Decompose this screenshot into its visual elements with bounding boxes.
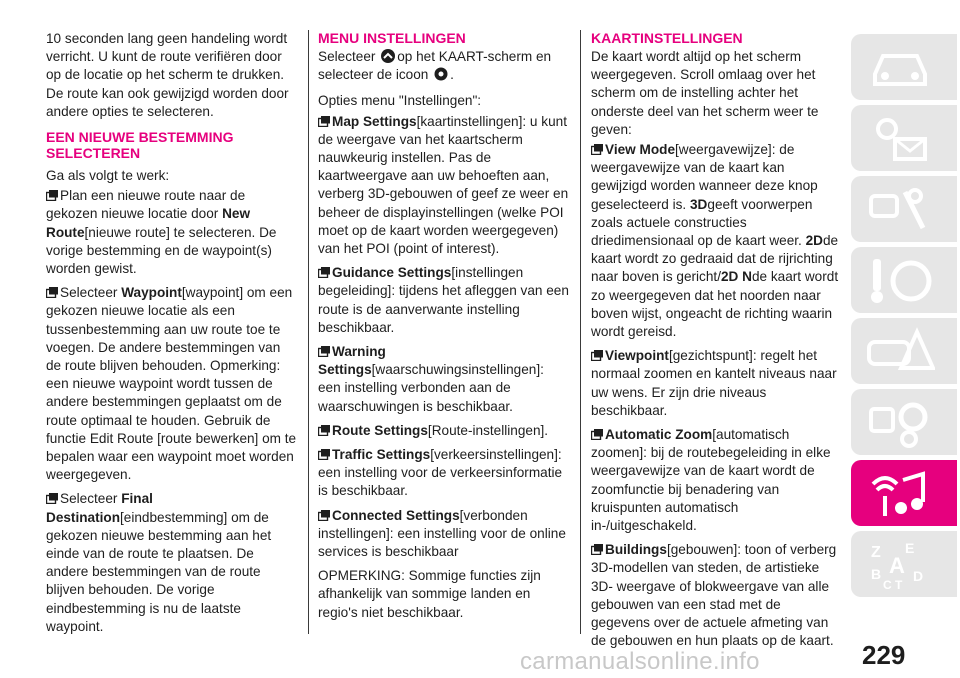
list-item: Traffic Settings[verkeersinstellingen]: een instelling voor de verkeersinformatie is beschikbaar. bbox=[318, 447, 563, 499]
list-item: Connected Settings[verbonden instellingen]: een instelling voor de online services is beschikbaar bbox=[318, 507, 566, 560]
bullet-icon bbox=[591, 429, 603, 440]
column-3 bbox=[591, 30, 839, 657]
svg-text:C T: C T bbox=[883, 578, 903, 591]
intro-paragraph: De kaart wordt altijd op het scherm weergegeven. Scroll omlaag over het scherm om de instelling achter het onderste deel van het scherm weer te geven: bbox=[591, 49, 819, 137]
svg-text:A: A bbox=[889, 553, 905, 578]
svg-text:D: D bbox=[913, 568, 924, 584]
tab-key-steering[interactable] bbox=[851, 247, 957, 313]
bullet-icon bbox=[318, 510, 330, 521]
bullet-icon bbox=[46, 287, 58, 298]
bullet-icon bbox=[591, 350, 603, 361]
column-divider bbox=[580, 30, 581, 634]
note-text: OPMERKING: Sommige functies zijn afhankelijk van sommige landen en regio's niet beschikbaar. bbox=[318, 568, 541, 620]
bullet-icon bbox=[318, 346, 330, 357]
page-number: 229 bbox=[862, 640, 906, 670]
section-heading-new-destination: EEN NIEUWE BESTEMMING SELECTEREN bbox=[46, 129, 234, 162]
breakdown-triangle-icon bbox=[865, 324, 935, 378]
wrench-gear-icon bbox=[865, 395, 935, 449]
list-item: Selecteer Final Destination[eindbestemming] om de gekozen nieuwe bestemming aan het einde van de route te plaatsen. De andere bestemmingen van de route blijven behouden. De vorige eindbestemming is nu de laatste waypoint. bbox=[46, 491, 272, 634]
chevron-up-icon bbox=[379, 48, 397, 64]
tab-multimedia[interactable] bbox=[851, 460, 957, 526]
bullet-icon bbox=[318, 116, 330, 127]
bullet-icon bbox=[591, 144, 603, 155]
lead-text: Opties menu "Instellingen": bbox=[318, 93, 482, 109]
column-divider bbox=[308, 30, 309, 634]
list-item: View Mode[weergavewijze]: de weergavewijze van de kaart kan gewijzigd worden wanneer deze knop geselecteerd is. 3Dgeeft voorwerpen zoals actuele constructies driedimensionaal op de kaart weer. 2Dde kaart wordt zo gedraaid dat de rijrichting naar boven is gericht/2D Nde kaart wordt zo weergegeven dat het noorden naar boven wijst, ongeacht de richting waarin wordt gereisd. bbox=[591, 142, 839, 340]
tab-seatbelt-airbag[interactable] bbox=[851, 176, 957, 242]
tab-warning-lights[interactable] bbox=[851, 105, 957, 171]
list-item: Map Settings[kaartinstellingen]: u kunt de weergave van het kaartscherm nauwkeurig instellen. Pas de kaartweergave aan uw behoeften aan, verberg 3D-gebouwen of geef ze weer en beheer de displayinstellingen (welke POI moet op de kaart worden weergegeven) van het POI (point of interest). bbox=[318, 113, 569, 257]
intro-paragraph: 10 seconden lang geen handeling wordt verricht. U kunt de route verifiëren door op de locatie op het scherm te drukken. De route kan ook gewijzigd worden door andere opties te selecteren. bbox=[46, 31, 289, 119]
bullet-icon bbox=[318, 425, 330, 436]
list-item: Guidance Settings[instellingen begeleiding]: tijdens het afleggen van een route is de aanverwante instelling beschikbaar. bbox=[318, 265, 569, 335]
bullet-icon bbox=[46, 190, 58, 201]
tab-maintenance[interactable] bbox=[851, 389, 957, 455]
chapter-tabs bbox=[851, 34, 957, 602]
list-item: Warning Settings[waarschuwingsinstellingen]: een instelling verbonden aan de waarschuwingen is beschikbaar. bbox=[318, 344, 544, 414]
list-item: Selecteer Waypoint[waypoint] om een gekozen nieuwe locatie als een tussenbestemming aan uw route toe te voegen. De andere bestemmingen van de route blijven behouden. Opmerking: een nieuwe waypoint wordt tussen de andere bestemmingen geplaatst om de route optimaal te houden. Gebruik de functie Edit Route [route bewerken] om te bepalen waar een waypoint moet worden weergegeven. bbox=[46, 285, 297, 483]
car-icon bbox=[865, 40, 935, 94]
multimedia-nav-icon bbox=[865, 466, 935, 520]
bullet-icon bbox=[591, 544, 603, 555]
svg-text:B: B bbox=[871, 566, 882, 582]
gear-icon bbox=[432, 66, 450, 82]
svg-text:Z: Z bbox=[871, 544, 881, 561]
bullet-icon bbox=[318, 449, 330, 460]
tab-index[interactable] bbox=[851, 531, 957, 597]
tab-car[interactable] bbox=[851, 34, 957, 100]
seatbelt-airbag-icon bbox=[865, 182, 935, 236]
list-item: Automatic Zoom[automatisch zoomen]: bij de routebegeleiding in elke weergavewijze van de kaart wordt de zoomfunctie bij benadering van kruispunten automatisch in-/uitgeschakeld. bbox=[591, 427, 831, 534]
column-2 bbox=[318, 30, 570, 630]
settings-intro: Selecteer op het KAART-scherm en selecteer de icoon . bbox=[318, 49, 552, 83]
list-item: Plan een nieuwe route naar de gekozen nieuwe locatie door New Route[nieuwe route] te selecteren. De vorige bestemming en de waypoint(s) worden gewist. bbox=[46, 188, 277, 277]
index-letters-icon bbox=[865, 537, 935, 591]
section-heading-map-settings: KAARTINSTELLINGEN bbox=[591, 30, 743, 46]
key-steering-icon bbox=[865, 253, 935, 307]
list-item: Route Settings[Route-instellingen]. bbox=[318, 422, 570, 440]
bullet-icon bbox=[318, 267, 330, 278]
list-item: Viewpoint[gezichtspunt]: regelt het normaal zoomen en kantelt niveaus naar uw wens. Er zijn drie niveaus beschikbaar. bbox=[591, 348, 837, 418]
watermark: carmanualsonline.info bbox=[520, 648, 760, 675]
column-1 bbox=[46, 30, 298, 642]
tab-breakdown[interactable] bbox=[851, 318, 957, 384]
list-item: Buildings[gebouwen]: toon of verberg 3D-modellen van steden, de artistieke 3D- weergave of blokweergave van alle gebouwen van een stad met de gegevens over de actuele afmeting van de gebouwen en hun plaats op de kaart. bbox=[591, 542, 837, 649]
svg-text:E: E bbox=[905, 540, 915, 556]
lead-text: Ga als volgt te werk: bbox=[46, 168, 170, 184]
section-heading-settings-menu: MENU INSTELLINGEN bbox=[318, 30, 466, 46]
warning-lights-icon bbox=[865, 111, 935, 165]
bullet-icon bbox=[46, 493, 58, 504]
